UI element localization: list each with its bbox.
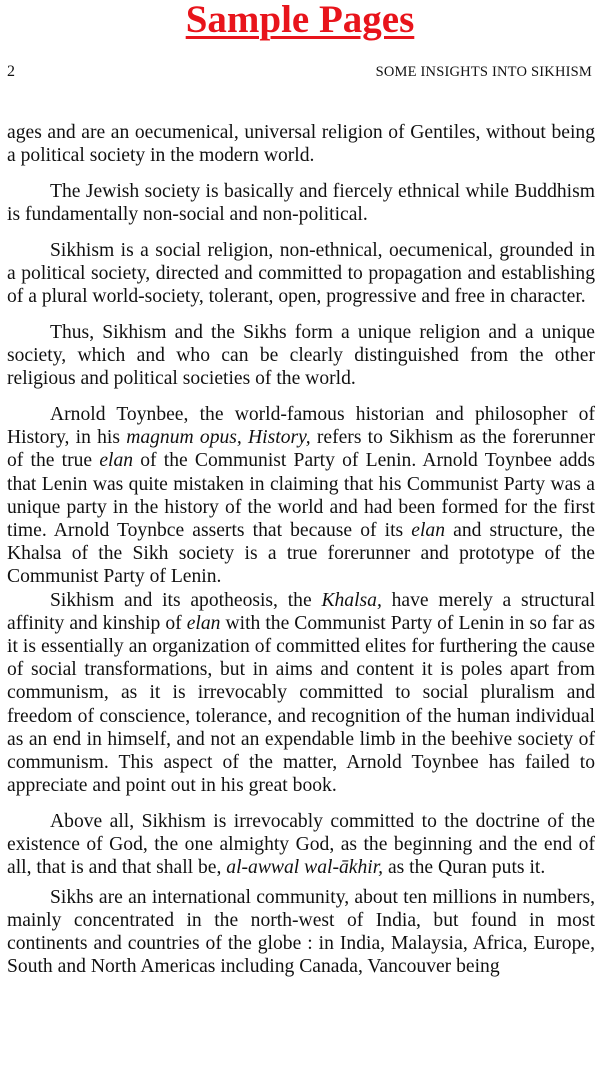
- p7-text-c: as the Quran puts it.: [383, 857, 546, 879]
- p5-italic-f: elan: [411, 520, 446, 542]
- p6-italic-d: elan: [186, 612, 221, 634]
- paragraph-8: Sikhs are an international community, about ten millions in numbers, mainly concentrated in the north-west of India, but found in most continents and countries of the globe : in India, Malaysia, Africa, Europe, South and North Americas including Canada, Vancouver being: [7, 886, 595, 978]
- paragraph-7: [7, 810, 595, 880]
- p5-italic-d: elan: [99, 450, 134, 472]
- paragraph-1: ages and are an oecumenical, universal religion of Gentiles, without being a political society in the modern world.: [7, 122, 595, 167]
- page-body: [7, 121, 595, 991]
- p6-text-e: with the Communist Party of Lenin in so far as it is essentially an organization of committed elites for furthering the cause of social transformations, but in aims and content it is poles apart from communism, as it is irrevocably committed to social pluralism and freedom of conscience, tolerance, and recognition of the human individual as an end in himself, and not an expendable limb in the beehive society of communism. This aspect of the matter, Arnold Toynbee has failed to appreciate and point out in his great book.: [7, 612, 595, 797]
- p6-text-a: Sikhism and its apotheosis, the: [50, 589, 322, 611]
- paragraph-4: Thus, Sikhism and the Sikhs form a unique religion and a unique society, which and who can be clearly distinguished from the other religious and political societies of the world.: [7, 321, 595, 390]
- p5-text-e: of the Communist Party of Lenin. Arnold Toynbee adds that Lenin was quite mistaken in claiming that his Communist Party was a unique party in the history of the world and had been formed for the first time. Arnold Toynbce asserts that because of its: [7, 450, 595, 542]
- paragraph-3: Sikhism is a social religion, non-ethnical, oecumenical, grounded in a political society, directed and committed to propagation and establishing of a plural world-society, tolerant, open, progressive and free in character.: [7, 239, 595, 308]
- paragraph-2: The Jewish society is basically and fiercely ethnical while Buddhism is fundamentally non-social and non-political.: [7, 180, 595, 226]
- p5-text-g: and structure, the Khalsa of the Sikh society is a true forerunner and prototype of the Communist Party of Lenin.: [7, 520, 596, 588]
- p7-italic-b: al-awwal wal-ākhir,: [226, 857, 384, 879]
- banner-title: Sample Pages: [185, 0, 415, 41]
- p7-text-a: Above all, Sikhism is irrevocably committed to the doctrine of the existence of God, the one almighty God, as the beginning and the end of all, that is and that shall be,: [7, 810, 595, 879]
- p6-italic-b: Khalsa,: [321, 589, 382, 611]
- p5-text-a: Arnold Toynbee, the world-famous historian and philosopher of History, in his: [7, 404, 595, 449]
- p6-text-c: have merely a structural affinity and kinship of: [7, 589, 596, 634]
- page-number: 2: [7, 63, 15, 80]
- sample-pages-banner: [0, 0, 600, 50]
- paragraph-5: [7, 403, 595, 589]
- p5-text-c: refers to Sikhism as the forerunner of the true: [7, 427, 595, 472]
- running-head: [7, 63, 592, 87]
- running-title: SOME INSIGHTS INTO SIKHISM: [375, 64, 592, 80]
- p5-italic-b: magnum opus, History,: [126, 427, 311, 449]
- paragraph-6: [7, 589, 595, 798]
